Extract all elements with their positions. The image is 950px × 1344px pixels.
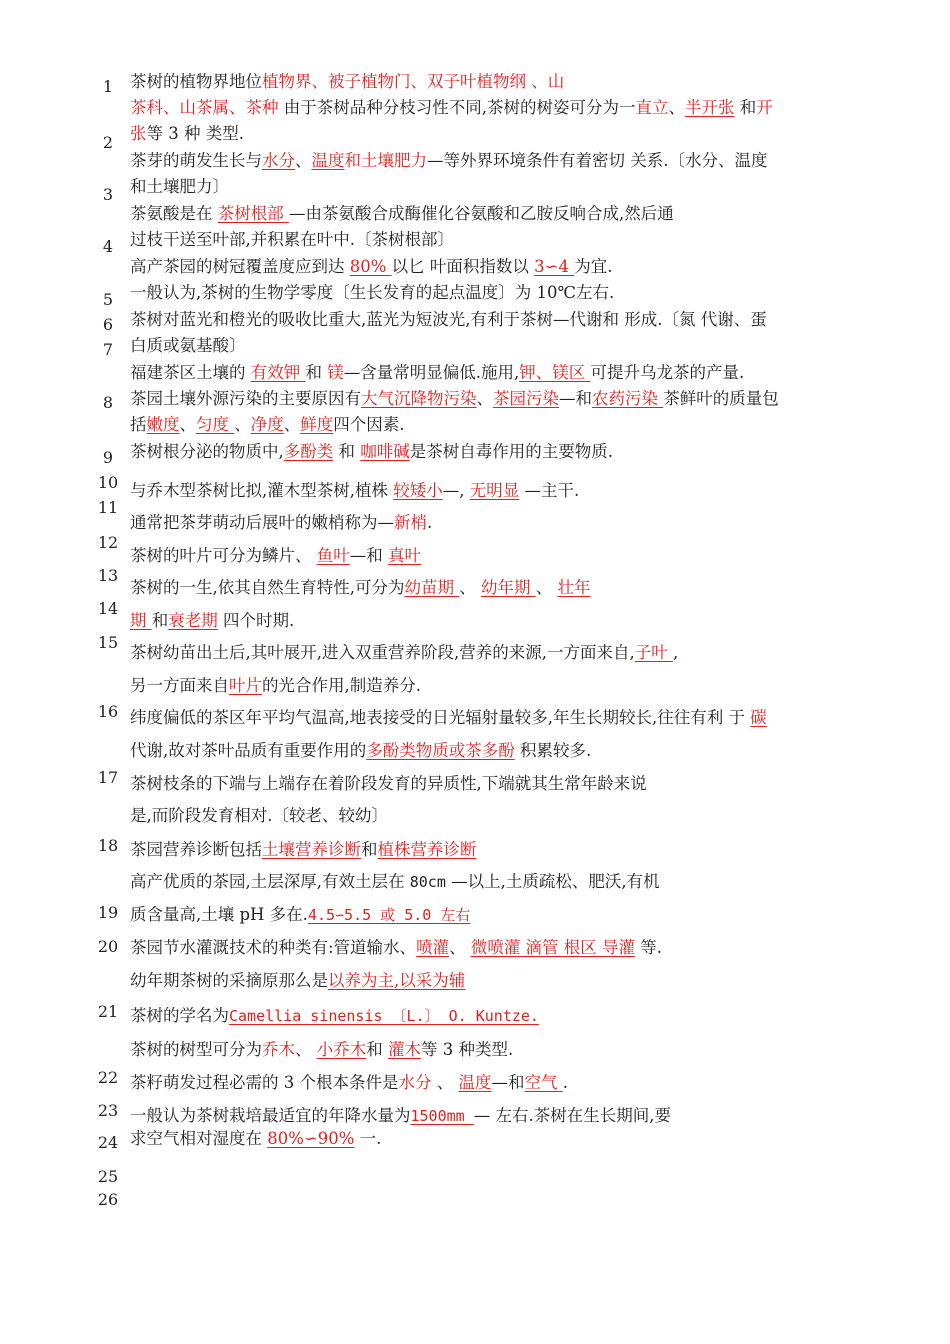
question-text: 的光合作用,制造养分. xyxy=(262,676,421,695)
line-number: 13 xyxy=(97,566,119,585)
text-line xyxy=(130,971,465,991)
text-line xyxy=(130,1006,539,1026)
text-line xyxy=(130,257,613,277)
text-line xyxy=(130,415,405,435)
question-text: 一般认为茶树栽培最适宜的年降水量为 xyxy=(130,1106,411,1125)
answer-text: 半开张 xyxy=(685,98,735,117)
line-number: 3 xyxy=(102,185,114,204)
answer-text: 温度 xyxy=(458,1073,492,1092)
question-text: 茶籽萌发过程必需的 3 个根本条件是 xyxy=(130,1073,399,1092)
text-line xyxy=(130,676,421,696)
line-number: 2 xyxy=(102,133,114,152)
question-text: 括 xyxy=(130,415,147,434)
answer-text: 乔木 xyxy=(262,1040,295,1059)
text-line xyxy=(130,336,246,356)
answer-text: 咖啡碱 xyxy=(360,442,410,461)
question-text: — 左右.茶树在生长期间,要 xyxy=(473,1106,671,1125)
answer-text: 衰老期 xyxy=(168,611,218,630)
question-text: 、 xyxy=(295,151,312,170)
question-text: 茶芽的萌发生长与 xyxy=(130,151,262,170)
question-text: —主干. xyxy=(519,481,580,500)
text-line xyxy=(130,774,647,794)
line-number: 24 xyxy=(97,1133,119,1152)
answer-text: 茶科、山茶属、茶种 xyxy=(130,98,284,117)
question-text: 茶园土壤外源污染的主要原因有 xyxy=(130,389,361,408)
answer-text: 直立 xyxy=(635,98,669,117)
text-line xyxy=(130,1129,381,1149)
answer-text: 多酚类物质或茶多酚 xyxy=(366,741,515,760)
text-line xyxy=(130,72,564,92)
answer-text: 水分 xyxy=(262,151,295,170)
question-text: 、 xyxy=(234,415,251,434)
line-number: 16 xyxy=(97,702,119,721)
question-text: —含量常明显偏低.施用, xyxy=(343,363,520,382)
question-text: —由茶氨酸合成酶催化谷氨酸和乙胺反响合成,然后通 xyxy=(289,204,674,223)
line-number: 22 xyxy=(97,1068,119,1087)
answer-text: 幼年期 xyxy=(481,578,536,597)
question-text: 代谢,故对茶叶品质有重要作用的 xyxy=(130,741,367,760)
answer-text: 真叶 xyxy=(388,546,421,565)
question-text: . xyxy=(427,513,433,532)
text-line xyxy=(130,611,294,631)
answer-text: 多酚类 xyxy=(283,442,334,461)
question-text: 福建茶区土壤的 xyxy=(130,363,251,382)
question-text: 四个时期. xyxy=(217,611,295,630)
text-line xyxy=(130,442,613,462)
answer-text: 张 xyxy=(130,124,147,143)
question-text: 、 xyxy=(668,98,685,117)
answer-text: 温度 xyxy=(311,151,345,170)
text-line xyxy=(130,546,421,566)
line-number: 7 xyxy=(102,340,114,359)
line-number: 5 xyxy=(102,290,114,309)
question-text: 茶氨酸是在 xyxy=(130,204,218,223)
answer-text: 碳 xyxy=(750,708,767,727)
text-line xyxy=(130,151,768,171)
line-number: 17 xyxy=(97,768,119,787)
line-number: 6 xyxy=(102,315,114,334)
answer-text: 叶片 xyxy=(229,676,262,695)
text-line xyxy=(130,1073,568,1093)
question-text: —等外界环境条件有着密切 关系.〔水分、温度 xyxy=(427,151,768,170)
answer-text: 1500mm xyxy=(410,1107,474,1125)
answer-text: 匀度 xyxy=(196,415,235,434)
answer-text: 子叶 xyxy=(634,643,673,662)
question-text: 茶园营养诊断包括 xyxy=(130,840,262,859)
question-text: 、 xyxy=(535,578,558,597)
question-text: 茶园节水灌溉技术的种类有:管道输水、 xyxy=(130,938,417,957)
question-text: 是,而阶段发育相对.〔较老、较幼〕 xyxy=(130,806,388,825)
answer-text: 鲜度 xyxy=(300,415,334,434)
text-line xyxy=(130,389,779,409)
text-line xyxy=(130,1040,513,1060)
text-line xyxy=(130,938,662,958)
line-number: 26 xyxy=(97,1190,119,1209)
question-text: 一般认为,茶树的生物学零度〔生长发育的起点温度〕为 xyxy=(130,283,537,302)
answer-text: 鱼叶 xyxy=(316,546,350,565)
question-text: 、 xyxy=(436,1073,459,1092)
question-text: 茶树的学名为 xyxy=(130,1006,229,1025)
question-text: 通常把茶芽萌动后展叶的嫩梢称为— xyxy=(130,513,394,532)
question-text: 纬度偏低的茶区年平均气温高,地表接受的日光辐射量较多,年生长期较长,往往有利 于 xyxy=(130,708,751,727)
answer-text: 钾、镁区 xyxy=(519,363,591,382)
question-text: 四个因素. xyxy=(333,415,405,434)
answer-text: 微喷灌 滴管 根区 导灌 xyxy=(470,938,636,957)
question-text: 为宜. xyxy=(574,257,613,276)
answer-text: 灌木 xyxy=(388,1040,421,1059)
question-text: 以匕 叶面积指数以 xyxy=(391,257,535,276)
question-text: 等. xyxy=(635,938,663,957)
line-number: 21 xyxy=(97,1002,119,1021)
question-text: 和 xyxy=(305,363,328,382)
answer-text: 较矮小 xyxy=(393,481,443,500)
question-text: 积累较多. xyxy=(514,741,592,760)
answer-text: 80% xyxy=(349,257,392,276)
question-text: 、 xyxy=(179,415,196,434)
line-number: 18 xyxy=(97,836,119,855)
text-line xyxy=(130,905,470,925)
line-number: 20 xyxy=(97,937,119,956)
answer-text: 大气沉降物污染 xyxy=(361,389,477,408)
question-text: 茶树的植物界地位 xyxy=(130,72,262,91)
question-text: 幼年期茶树的采摘原那么是 xyxy=(130,971,328,990)
answer-text: 壮年 xyxy=(557,578,591,597)
question-text: —和 xyxy=(491,1073,525,1092)
question-text: 和 xyxy=(734,98,757,117)
question-text: 高产茶园的树冠覆盖度应到达 xyxy=(130,257,350,276)
text-line xyxy=(130,363,744,383)
text-line xyxy=(130,204,674,224)
answer-text: 水分 xyxy=(398,1073,437,1092)
answer-text: 3∽4 xyxy=(534,257,575,276)
question-text: 茶树幼苗出土后,其叶展开,进入双重营养阶段,营养的来源,一方面来自, xyxy=(130,643,635,662)
question-text: . xyxy=(562,1073,568,1092)
answer-text: 植物界、被子植物门、双子叶植物纲 、山 xyxy=(262,72,565,91)
question-text: 可提升乌龙茶的产量. xyxy=(590,363,745,382)
line-number: 1 xyxy=(102,77,114,96)
question-text: 、 xyxy=(459,578,481,597)
answer-text: 幼苗期 xyxy=(404,578,460,597)
question-text: 10℃左右. xyxy=(536,283,615,302)
line-number: 19 xyxy=(97,903,119,922)
question-text: 与乔木型茶树比拟,灌木型茶树,植株 xyxy=(130,481,394,500)
text-line xyxy=(130,310,767,330)
text-line xyxy=(130,283,614,303)
answer-text: 茶树根部 xyxy=(217,204,289,223)
line-number: 11 xyxy=(97,498,119,517)
line-number: 14 xyxy=(97,599,119,618)
question-text: 茶树的叶片可分为鳞片、 xyxy=(130,546,317,565)
question-text: 茶树对蓝光和橙光的吸收比重大,蓝光为短波光,有利于茶树—代谢和 形成.〔氮 代谢、蛋 xyxy=(130,310,767,329)
line-number: 4 xyxy=(102,237,114,256)
question-text: 茶树的一生,依其自然生育特性,可分为 xyxy=(130,578,405,597)
answer-text: 新梢 xyxy=(394,513,427,532)
question-text: —, xyxy=(442,481,470,500)
text-line xyxy=(130,98,773,118)
question-text: 和土壤肥力〕 xyxy=(130,177,229,196)
answer-text: 镁 xyxy=(327,363,344,382)
line-number: 9 xyxy=(102,448,114,467)
question-text: 等 3 种 类型. xyxy=(146,124,244,143)
answer-text: 嫩度 xyxy=(146,415,180,434)
question-text: 高产优质的茶园,土层深厚,有效土层在 xyxy=(130,872,410,891)
question-text: 茶鲜叶的质量包 xyxy=(663,389,779,408)
question-text: 、 xyxy=(283,415,301,434)
question-text: 、 xyxy=(476,389,493,408)
question-text: —和 xyxy=(349,546,388,565)
question-text: 和 xyxy=(333,442,361,461)
question-text: 白质或氨基酸〕 xyxy=(130,336,246,355)
text-line xyxy=(130,872,660,892)
text-line xyxy=(130,1106,671,1126)
text-line xyxy=(130,578,591,598)
question-text: 和 xyxy=(361,840,378,859)
question-text: 求空气相对湿度在 xyxy=(130,1129,268,1148)
question-text: 等 3 种类型. xyxy=(421,1040,514,1059)
question-text: 和 xyxy=(151,611,169,630)
answer-text: 80%∽90% xyxy=(267,1129,355,1148)
text-line xyxy=(130,481,579,501)
text-line xyxy=(130,177,229,197)
answer-text: 净度 xyxy=(250,415,284,434)
question-text: —以上,土质疏松、肥沃,有机 xyxy=(445,872,660,891)
line-number: 12 xyxy=(97,533,119,552)
answer-text: 喷灌 xyxy=(416,938,450,957)
text-line xyxy=(130,230,454,250)
question-text: 是茶树自毒作用的主要物质. xyxy=(409,442,613,461)
line-number: 15 xyxy=(97,633,119,652)
question-text: 质含量高,土壤 pH 多在. xyxy=(130,905,308,924)
text-line xyxy=(130,741,591,761)
text-line xyxy=(130,708,767,728)
question-text: 、 xyxy=(295,1040,317,1059)
answer-text: 茶园污染 xyxy=(493,389,559,408)
answer-text: 农药污染 xyxy=(592,389,664,408)
question-text: 、 xyxy=(449,938,471,957)
question-text: 过枝干送至叶部,并积累在叶中.〔茶树根部〕 xyxy=(130,230,454,249)
question-text: 和 xyxy=(366,1040,388,1059)
answer-text: 无明显 xyxy=(469,481,520,500)
question-text: 茶树的树型可分为 xyxy=(130,1040,262,1059)
answer-text: 期 xyxy=(130,611,152,630)
answer-text: Camellia sinensis 〔L.〕 O. Kuntze. xyxy=(229,1007,539,1025)
text-line xyxy=(130,513,432,533)
line-number: 23 xyxy=(97,1101,119,1120)
line-number: 8 xyxy=(102,393,114,412)
answer-text: 开 xyxy=(756,98,773,117)
question-text: 由于茶树品种分枝习性不同,茶树的树姿可分为一 xyxy=(283,98,636,117)
answer-text: 和土壤肥力 xyxy=(344,151,427,170)
answer-text: 土壤营养诊断 xyxy=(262,840,361,859)
answer-text: 空气 xyxy=(524,1073,563,1092)
answer-text: 4.5∽5.5 或 5.0 左右 xyxy=(307,906,471,924)
question-text: 另一方面来自 xyxy=(130,676,229,695)
question-text: 80cm xyxy=(409,873,446,891)
text-line xyxy=(130,124,244,144)
answer-text: 小乔木 xyxy=(316,1040,367,1059)
answer-text: 有效钾 xyxy=(250,363,306,382)
question-text: 一. xyxy=(354,1129,382,1148)
line-number: 10 xyxy=(97,473,119,492)
text-line xyxy=(130,840,477,860)
question-text: 茶树根分泌的物质中, xyxy=(130,442,284,461)
question-text: , xyxy=(672,643,679,662)
answer-text: 以养为主,以采为辅 xyxy=(328,971,466,990)
answer-text: 植株营养诊断 xyxy=(377,840,477,859)
text-line xyxy=(130,643,678,663)
question-text: —和 xyxy=(559,389,592,408)
line-number: 25 xyxy=(97,1167,119,1186)
question-text: 茶树枝条的下端与上端存在着阶段发育的异质性,下端就其生常年龄来说 xyxy=(130,774,647,793)
text-line xyxy=(130,806,388,826)
